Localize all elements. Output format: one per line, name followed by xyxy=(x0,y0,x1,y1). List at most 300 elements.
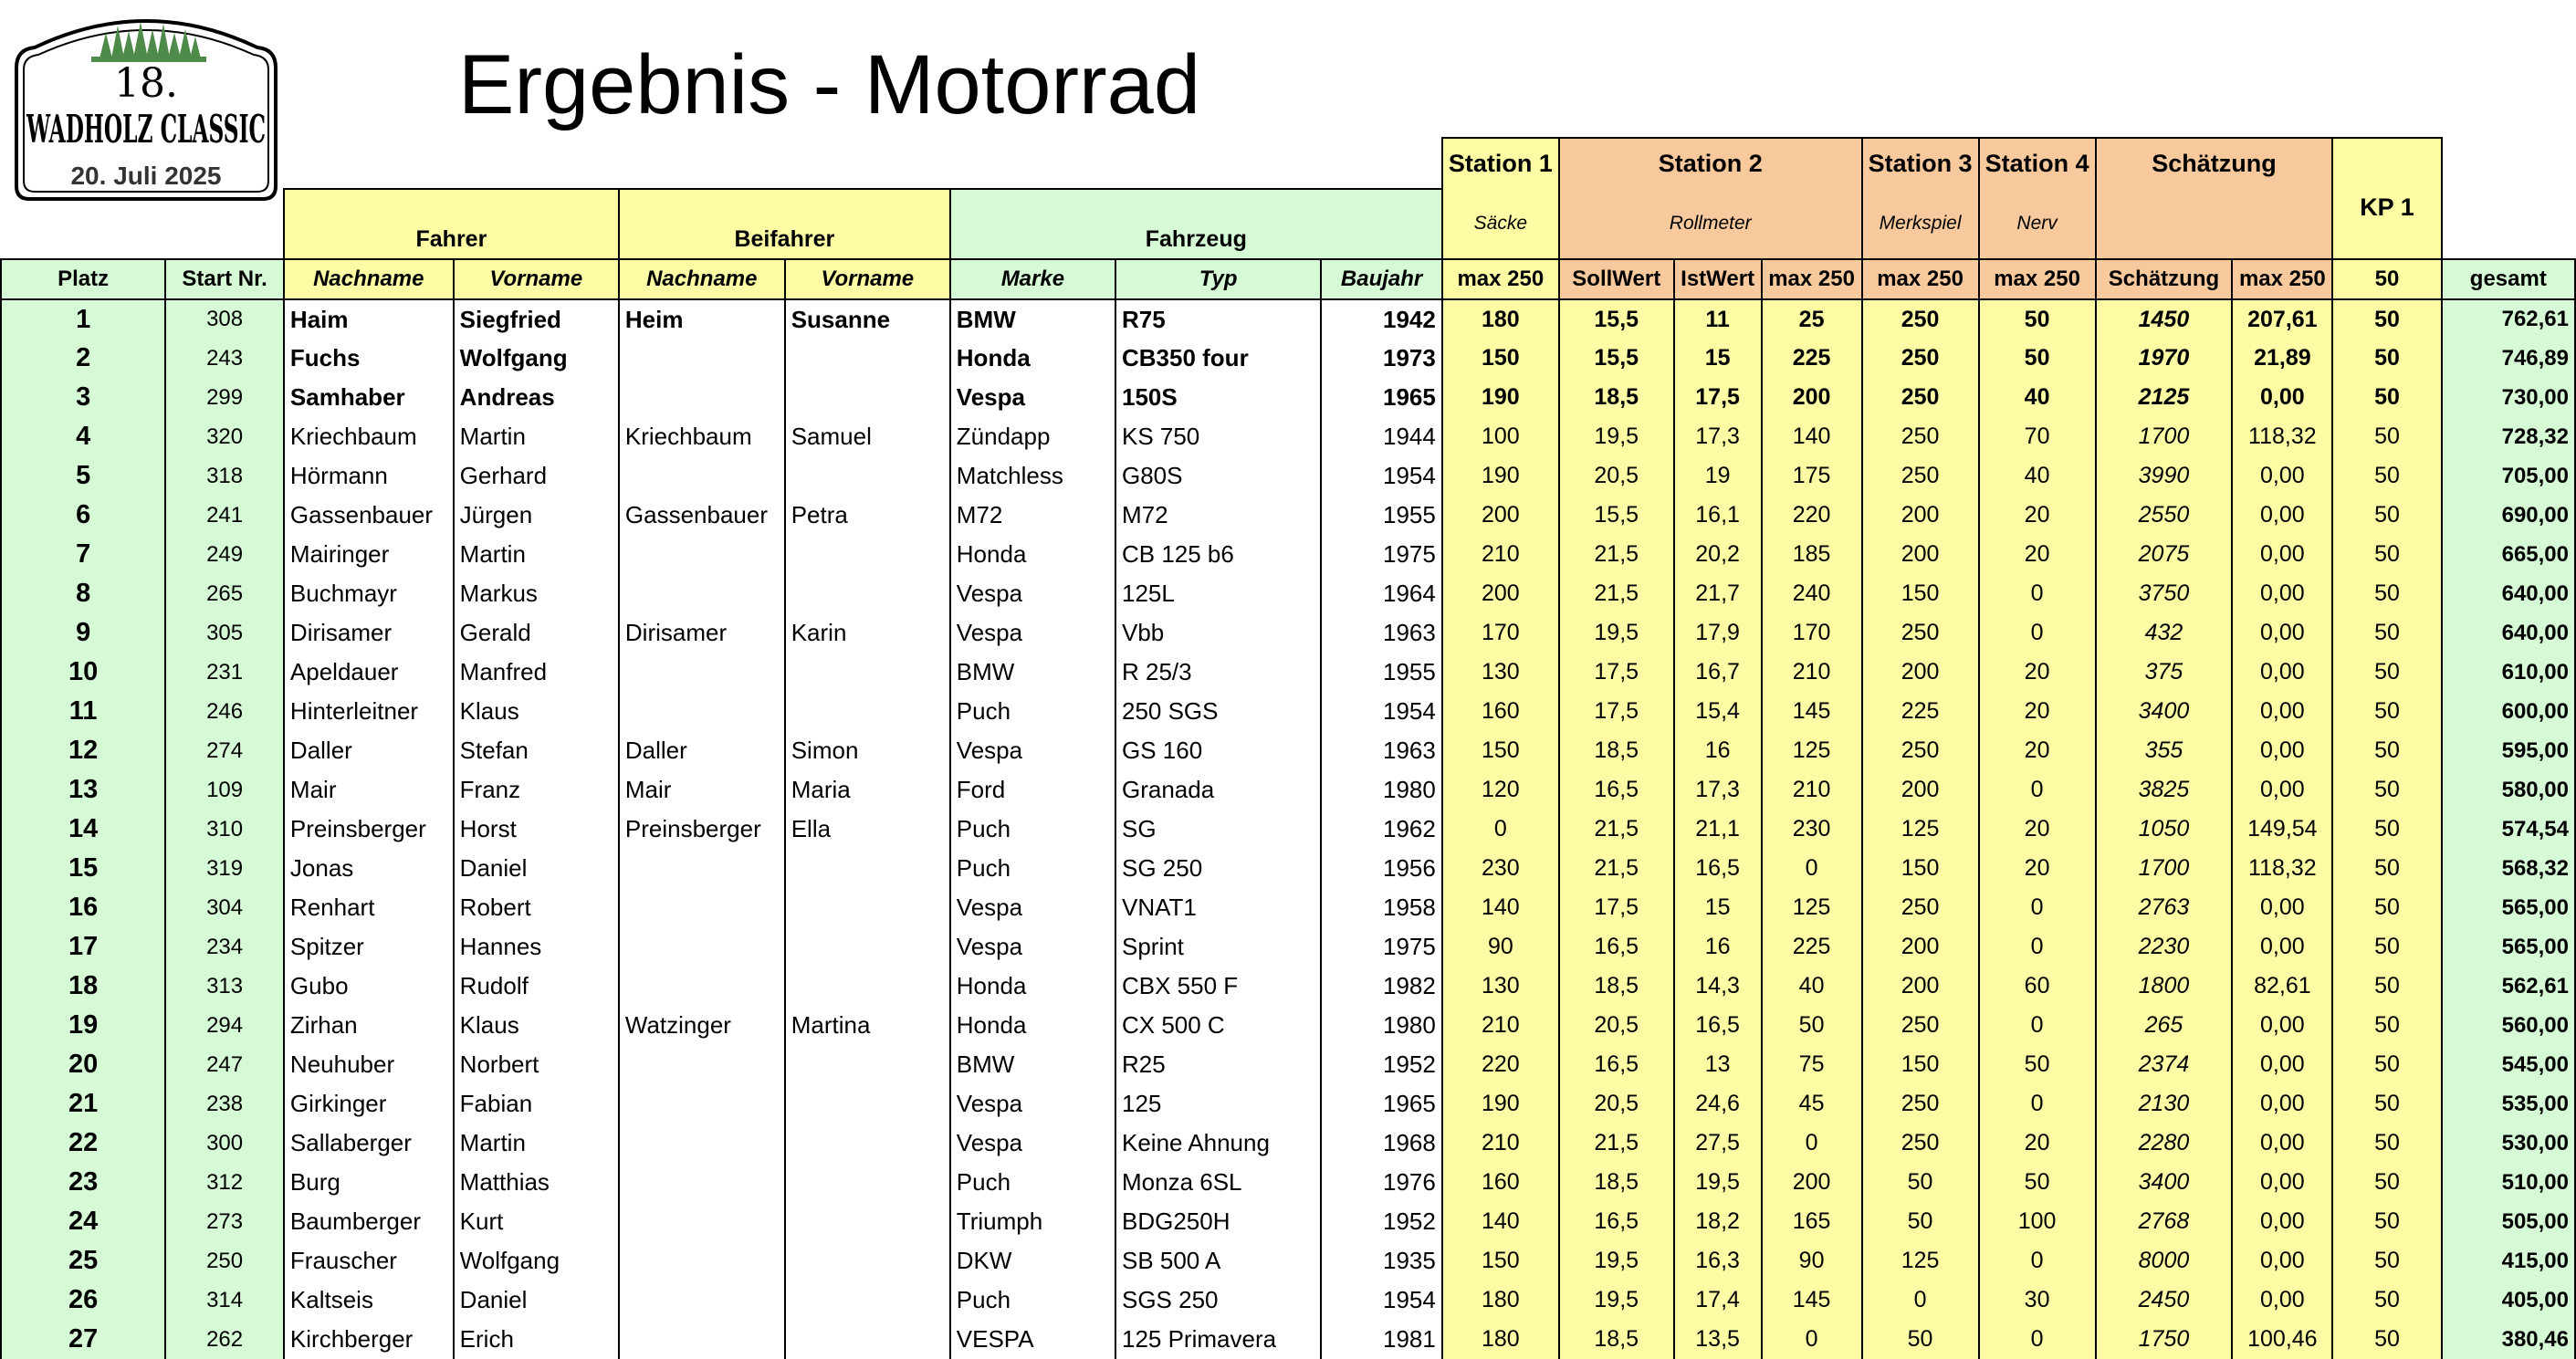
cell-station3-max: 200 xyxy=(1862,770,1979,810)
kp1-header: KP 1 xyxy=(2332,138,2441,259)
cell-platz: 6 xyxy=(1,496,165,535)
cell-station3-max: 200 xyxy=(1862,967,1979,1006)
cell-typ: VNAT1 xyxy=(1115,888,1321,927)
cell-station2-sollwert: 17,5 xyxy=(1559,653,1674,692)
page-title: Ergebnis - Motorrad xyxy=(458,38,1200,131)
cell-start-nr: 238 xyxy=(165,1084,284,1124)
table-row xyxy=(1,1045,2575,1084)
cell-start-nr: 294 xyxy=(165,1006,284,1045)
cell-schaetzung-max: 0,00 xyxy=(2232,1006,2332,1045)
cell-baujahr: 1952 xyxy=(1321,1202,1442,1241)
cell-gesamt: 640,00 xyxy=(2442,574,2575,613)
cell-beifahrer-nachname xyxy=(619,378,785,417)
cell-station4-max: 50 xyxy=(1979,339,2096,378)
cell-beifahrer-vorname xyxy=(785,535,950,574)
cell-station4-max: 60 xyxy=(1979,967,2096,1006)
cell-kp1-points: 50 xyxy=(2332,299,2441,339)
cell-schaetzung-max: 0,00 xyxy=(2232,1163,2332,1202)
cell-typ: CB 125 b6 xyxy=(1115,535,1321,574)
cell-baujahr: 1982 xyxy=(1321,967,1442,1006)
cell-station4-max: 20 xyxy=(1979,810,2096,849)
cell-station2-max: 210 xyxy=(1762,653,1862,692)
cell-fahrer-vorname: Martin xyxy=(454,417,619,456)
cell-station3-max: 200 xyxy=(1862,653,1979,692)
cell-beifahrer-vorname xyxy=(785,378,950,417)
cell-schaetzung: 2130 xyxy=(2096,1084,2233,1124)
cell-station3-max: 250 xyxy=(1862,731,1979,770)
cell-beifahrer-nachname xyxy=(619,1045,785,1084)
cell-station2-max: 140 xyxy=(1762,417,1862,456)
cell-station1-max: 160 xyxy=(1442,1163,1559,1202)
cell-platz: 22 xyxy=(1,1124,165,1163)
cell-platz: 13 xyxy=(1,770,165,810)
cell-station2-istwert: 13 xyxy=(1674,1045,1762,1084)
cell-station2-max: 210 xyxy=(1762,770,1862,810)
cell-gesamt: 762,61 xyxy=(2442,299,2575,339)
cell-gesamt: 640,00 xyxy=(2442,613,2575,653)
cell-gesamt: 610,00 xyxy=(2442,653,2575,692)
cell-station3-max: 250 xyxy=(1862,888,1979,927)
cell-beifahrer-nachname xyxy=(619,692,785,731)
cell-kp1-points: 50 xyxy=(2332,1320,2441,1359)
table-row xyxy=(1,849,2575,888)
cell-platz: 19 xyxy=(1,1006,165,1045)
cell-kp1-points: 50 xyxy=(2332,849,2441,888)
cell-beifahrer-nachname: Preinsberger xyxy=(619,810,785,849)
cell-station2-istwert: 15,4 xyxy=(1674,692,1762,731)
cell-platz: 24 xyxy=(1,1202,165,1241)
cell-kp1-points: 50 xyxy=(2332,1281,2441,1320)
col-header-schaetzung: Schätzung xyxy=(2096,259,2233,299)
cell-beifahrer-nachname: Heim xyxy=(619,299,785,339)
cell-kp1-points: 50 xyxy=(2332,927,2441,967)
cell-typ: 125 xyxy=(1115,1084,1321,1124)
cell-station2-max: 185 xyxy=(1762,535,1862,574)
cell-station1-max: 180 xyxy=(1442,1281,1559,1320)
cell-baujahr: 1942 xyxy=(1321,299,1442,339)
cell-kp1-points: 50 xyxy=(2332,535,2441,574)
col-header-gesamt: gesamt xyxy=(2442,259,2575,299)
cell-gesamt: 580,00 xyxy=(2442,770,2575,810)
cell-fahrer-nachname: Fuchs xyxy=(284,339,454,378)
cell-marke: M72 xyxy=(950,496,1115,535)
cell-typ: 125L xyxy=(1115,574,1321,613)
cell-marke: VESPA xyxy=(950,1320,1115,1359)
cell-schaetzung: 1450 xyxy=(2096,299,2233,339)
cell-typ: 125 Primavera xyxy=(1115,1320,1321,1359)
col-header-marke: Marke xyxy=(950,259,1115,299)
cell-kp1-points: 50 xyxy=(2332,339,2441,378)
cell-schaetzung-max: 0,00 xyxy=(2232,1084,2332,1124)
cell-beifahrer-nachname: Gassenbauer xyxy=(619,496,785,535)
cell-gesamt: 728,32 xyxy=(2442,417,2575,456)
svg-text:WADHOLZ CLASSIC: WADHOLZ CLASSIC xyxy=(26,107,266,152)
cell-kp1-points: 50 xyxy=(2332,417,2441,456)
cell-station2-sollwert: 15,5 xyxy=(1559,339,1674,378)
cell-station2-max: 25 xyxy=(1762,299,1862,339)
cell-station2-sollwert: 17,5 xyxy=(1559,888,1674,927)
cell-kp1-points: 50 xyxy=(2332,1241,2441,1281)
cell-marke: Vespa xyxy=(950,731,1115,770)
cell-typ: CBX 550 F xyxy=(1115,967,1321,1006)
cell-station2-max: 200 xyxy=(1762,378,1862,417)
cell-marke: Matchless xyxy=(950,456,1115,496)
cell-beifahrer-nachname xyxy=(619,1320,785,1359)
cell-station4-max: 50 xyxy=(1979,1163,2096,1202)
cell-station3-max: 250 xyxy=(1862,1084,1979,1124)
cell-typ: G80S xyxy=(1115,456,1321,496)
cell-schaetzung: 3400 xyxy=(2096,1163,2233,1202)
cell-station1-max: 190 xyxy=(1442,1084,1559,1124)
cell-schaetzung-max: 0,00 xyxy=(2232,731,2332,770)
cell-typ: 150S xyxy=(1115,378,1321,417)
cell-platz: 2 xyxy=(1,339,165,378)
cell-gesamt: 510,00 xyxy=(2442,1163,2575,1202)
cell-start-nr: 231 xyxy=(165,653,284,692)
cell-schaetzung: 3825 xyxy=(2096,770,2233,810)
cell-station1-max: 0 xyxy=(1442,810,1559,849)
cell-schaetzung: 1700 xyxy=(2096,417,2233,456)
table-row xyxy=(1,1320,2575,1359)
cell-station3-max: 0 xyxy=(1862,1281,1979,1320)
cell-station3-max: 125 xyxy=(1862,1241,1979,1281)
cell-fahrer-vorname: Erich xyxy=(454,1320,619,1359)
table-row xyxy=(1,574,2575,613)
cell-station2-istwert: 17,9 xyxy=(1674,613,1762,653)
cell-fahrer-nachname: Spitzer xyxy=(284,927,454,967)
cell-schaetzung: 8000 xyxy=(2096,1241,2233,1281)
cell-station3-max: 250 xyxy=(1862,1006,1979,1045)
col-header-start-nr: Start Nr. xyxy=(165,259,284,299)
cell-fahrer-nachname: Preinsberger xyxy=(284,810,454,849)
cell-baujahr: 1976 xyxy=(1321,1163,1442,1202)
cell-fahrer-vorname: Robert xyxy=(454,888,619,927)
cell-station4-max: 20 xyxy=(1979,1124,2096,1163)
cell-schaetzung-max: 100,46 xyxy=(2232,1320,2332,1359)
table-row xyxy=(1,770,2575,810)
cell-start-nr: 320 xyxy=(165,417,284,456)
cell-station2-istwert: 24,6 xyxy=(1674,1084,1762,1124)
cell-station2-istwert: 16,1 xyxy=(1674,496,1762,535)
cell-station1-max: 190 xyxy=(1442,378,1559,417)
cell-beifahrer-nachname: Watzinger xyxy=(619,1006,785,1045)
cell-kp1-points: 50 xyxy=(2332,1163,2441,1202)
cell-marke: Vespa xyxy=(950,1084,1115,1124)
cell-schaetzung: 265 xyxy=(2096,1006,2233,1045)
cell-station2-max: 0 xyxy=(1762,849,1862,888)
cell-typ: SGS 250 xyxy=(1115,1281,1321,1320)
cell-marke: DKW xyxy=(950,1241,1115,1281)
cell-start-nr: 109 xyxy=(165,770,284,810)
cell-start-nr: 273 xyxy=(165,1202,284,1241)
cell-schaetzung: 1970 xyxy=(2096,339,2233,378)
cell-marke: Vespa xyxy=(950,888,1115,927)
cell-marke: Ford xyxy=(950,770,1115,810)
cell-fahrer-nachname: Hinterleitner xyxy=(284,692,454,731)
cell-kp1-points: 50 xyxy=(2332,378,2441,417)
cell-typ: Vbb xyxy=(1115,613,1321,653)
table-row xyxy=(1,535,2575,574)
cell-marke: Vespa xyxy=(950,574,1115,613)
cell-fahrer-nachname: Frauscher xyxy=(284,1241,454,1281)
cell-station2-sollwert: 20,5 xyxy=(1559,456,1674,496)
col-header-station3-max: max 250 xyxy=(1862,259,1979,299)
cell-fahrer-nachname: Buchmayr xyxy=(284,574,454,613)
cell-station3-max: 250 xyxy=(1862,417,1979,456)
results-table xyxy=(0,137,2576,1359)
col-header-station2-istwert: IstWert xyxy=(1674,259,1762,299)
table-row xyxy=(1,692,2575,731)
cell-marke: BMW xyxy=(950,653,1115,692)
cell-start-nr: 305 xyxy=(165,613,284,653)
cell-beifahrer-vorname: Simon xyxy=(785,731,950,770)
cell-fahrer-nachname: Gubo xyxy=(284,967,454,1006)
cell-fahrer-nachname: Daller xyxy=(284,731,454,770)
cell-schaetzung-max: 82,61 xyxy=(2232,967,2332,1006)
cell-platz: 7 xyxy=(1,535,165,574)
cell-schaetzung-max: 0,00 xyxy=(2232,574,2332,613)
cell-fahrer-nachname: Samhaber xyxy=(284,378,454,417)
cell-schaetzung-max: 0,00 xyxy=(2232,653,2332,692)
cell-station2-sollwert: 21,5 xyxy=(1559,535,1674,574)
cell-station2-istwert: 14,3 xyxy=(1674,967,1762,1006)
cell-fahrer-vorname: Hannes xyxy=(454,927,619,967)
cell-platz: 18 xyxy=(1,967,165,1006)
cell-platz: 11 xyxy=(1,692,165,731)
cell-baujahr: 1955 xyxy=(1321,496,1442,535)
cell-beifahrer-vorname: Ella xyxy=(785,810,950,849)
cell-station2-istwert: 19,5 xyxy=(1674,1163,1762,1202)
cell-station4-max: 40 xyxy=(1979,378,2096,417)
table-row xyxy=(1,456,2575,496)
cell-typ: KS 750 xyxy=(1115,417,1321,456)
cell-station1-max: 180 xyxy=(1442,299,1559,339)
cell-gesamt: 505,00 xyxy=(2442,1202,2575,1241)
cell-baujahr: 1954 xyxy=(1321,456,1442,496)
cell-station2-istwert: 18,2 xyxy=(1674,1202,1762,1241)
cell-station2-max: 125 xyxy=(1762,888,1862,927)
cell-station2-max: 175 xyxy=(1762,456,1862,496)
cell-start-nr: 318 xyxy=(165,456,284,496)
cell-fahrer-nachname: Mair xyxy=(284,770,454,810)
cell-station2-sollwert: 21,5 xyxy=(1559,1124,1674,1163)
cell-beifahrer-vorname xyxy=(785,1045,950,1084)
cell-platz: 10 xyxy=(1,653,165,692)
cell-beifahrer-nachname xyxy=(619,967,785,1006)
cell-kp1-points: 50 xyxy=(2332,1006,2441,1045)
cell-beifahrer-vorname xyxy=(785,888,950,927)
cell-gesamt: 595,00 xyxy=(2442,731,2575,770)
cell-fahrer-vorname: Martin xyxy=(454,1124,619,1163)
cell-baujahr: 1968 xyxy=(1321,1124,1442,1163)
cell-fahrer-nachname: Kirchberger xyxy=(284,1320,454,1359)
table-row xyxy=(1,299,2575,339)
cell-fahrer-vorname: Gerhard xyxy=(454,456,619,496)
cell-station2-sollwert: 21,5 xyxy=(1559,810,1674,849)
cell-baujahr: 1964 xyxy=(1321,574,1442,613)
cell-station2-istwert: 16 xyxy=(1674,731,1762,770)
cell-station4-max: 0 xyxy=(1979,1006,2096,1045)
cell-station3-max: 250 xyxy=(1862,613,1979,653)
cell-typ: 250 SGS xyxy=(1115,692,1321,731)
cell-station3-max: 200 xyxy=(1862,927,1979,967)
cell-fahrer-vorname: Franz xyxy=(454,770,619,810)
cell-marke: Honda xyxy=(950,967,1115,1006)
cell-station1-max: 90 xyxy=(1442,927,1559,967)
cell-baujahr: 1952 xyxy=(1321,1045,1442,1084)
cell-station2-istwert: 17,3 xyxy=(1674,417,1762,456)
cell-fahrer-vorname: Siegfried xyxy=(454,299,619,339)
cell-station4-max: 0 xyxy=(1979,927,2096,967)
cell-start-nr: 299 xyxy=(165,378,284,417)
cell-fahrer-vorname: Gerald xyxy=(454,613,619,653)
cell-station1-max: 200 xyxy=(1442,496,1559,535)
station2-header: Station 2 xyxy=(1559,138,1862,189)
cell-beifahrer-vorname xyxy=(785,1241,950,1281)
cell-beifahrer-vorname xyxy=(785,927,950,967)
cell-beifahrer-vorname xyxy=(785,653,950,692)
col-header-platz: Platz xyxy=(1,259,165,299)
cell-gesamt: 705,00 xyxy=(2442,456,2575,496)
cell-station1-max: 150 xyxy=(1442,339,1559,378)
table-row xyxy=(1,339,2575,378)
cell-gesamt: 730,00 xyxy=(2442,378,2575,417)
col-header-fahrer-vorname: Vorname xyxy=(454,259,619,299)
cell-station2-sollwert: 19,5 xyxy=(1559,417,1674,456)
cell-schaetzung: 1050 xyxy=(2096,810,2233,849)
cell-station1-max: 160 xyxy=(1442,692,1559,731)
cell-station2-max: 90 xyxy=(1762,1241,1862,1281)
cell-station4-max: 50 xyxy=(1979,1045,2096,1084)
cell-station4-max: 0 xyxy=(1979,1241,2096,1281)
cell-station3-max: 50 xyxy=(1862,1320,1979,1359)
cell-gesamt: 560,00 xyxy=(2442,1006,2575,1045)
cell-station1-max: 130 xyxy=(1442,653,1559,692)
cell-baujahr: 1944 xyxy=(1321,417,1442,456)
cell-baujahr: 1958 xyxy=(1321,888,1442,927)
cell-gesamt: 562,61 xyxy=(2442,967,2575,1006)
cell-start-nr: 246 xyxy=(165,692,284,731)
cell-fahrer-vorname: Andreas xyxy=(454,378,619,417)
cell-schaetzung: 2230 xyxy=(2096,927,2233,967)
cell-platz: 23 xyxy=(1,1163,165,1202)
cell-gesamt: 665,00 xyxy=(2442,535,2575,574)
cell-station1-max: 130 xyxy=(1442,967,1559,1006)
cell-schaetzung-max: 149,54 xyxy=(2232,810,2332,849)
cell-station3-max: 200 xyxy=(1862,535,1979,574)
cell-marke: Puch xyxy=(950,849,1115,888)
cell-marke: BMW xyxy=(950,1045,1115,1084)
cell-station2-max: 240 xyxy=(1762,574,1862,613)
cell-typ: SG xyxy=(1115,810,1321,849)
cell-fahrer-vorname: Klaus xyxy=(454,692,619,731)
cell-station2-sollwert: 19,5 xyxy=(1559,613,1674,653)
cell-schaetzung-max: 0,00 xyxy=(2232,927,2332,967)
cell-station1-max: 120 xyxy=(1442,770,1559,810)
cell-fahrer-nachname: Zirhan xyxy=(284,1006,454,1045)
cell-station3-max: 150 xyxy=(1862,574,1979,613)
cell-fahrer-vorname: Daniel xyxy=(454,1281,619,1320)
cell-beifahrer-vorname: Martina xyxy=(785,1006,950,1045)
cell-station2-sollwert: 18,5 xyxy=(1559,1163,1674,1202)
cell-beifahrer-nachname xyxy=(619,1124,785,1163)
cell-platz: 9 xyxy=(1,613,165,653)
cell-beifahrer-vorname: Samuel xyxy=(785,417,950,456)
cell-station1-max: 140 xyxy=(1442,1202,1559,1241)
table-row xyxy=(1,378,2575,417)
cell-baujahr: 1965 xyxy=(1321,1084,1442,1124)
cell-station2-sollwert: 15,5 xyxy=(1559,299,1674,339)
cell-baujahr: 1973 xyxy=(1321,339,1442,378)
table-row xyxy=(1,1163,2575,1202)
fahrzeug-header: Fahrzeug xyxy=(950,189,1442,259)
cell-station2-max: 225 xyxy=(1762,927,1862,967)
cell-baujahr: 1954 xyxy=(1321,692,1442,731)
cell-platz: 14 xyxy=(1,810,165,849)
cell-schaetzung-max: 21,89 xyxy=(2232,339,2332,378)
cell-station2-max: 145 xyxy=(1762,1281,1862,1320)
col-header-kp1-points: 50 xyxy=(2332,259,2441,299)
cell-schaetzung: 1800 xyxy=(2096,967,2233,1006)
cell-station1-max: 210 xyxy=(1442,1124,1559,1163)
cell-station4-max: 20 xyxy=(1979,692,2096,731)
cell-station2-istwert: 20,2 xyxy=(1674,535,1762,574)
table-row xyxy=(1,967,2575,1006)
cell-station4-max: 50 xyxy=(1979,299,2096,339)
cell-start-nr: 314 xyxy=(165,1281,284,1320)
cell-gesamt: 545,00 xyxy=(2442,1045,2575,1084)
cell-typ: BDG250H xyxy=(1115,1202,1321,1241)
cell-station2-sollwert: 16,5 xyxy=(1559,770,1674,810)
cell-station2-max: 40 xyxy=(1762,967,1862,1006)
cell-station2-istwert: 27,5 xyxy=(1674,1124,1762,1163)
cell-schaetzung: 1700 xyxy=(2096,849,2233,888)
cell-gesamt: 405,00 xyxy=(2442,1281,2575,1320)
cell-station1-max: 230 xyxy=(1442,849,1559,888)
cell-marke: Vespa xyxy=(950,1124,1115,1163)
cell-marke: Honda xyxy=(950,1006,1115,1045)
cell-schaetzung-max: 207,61 xyxy=(2232,299,2332,339)
cell-station2-sollwert: 20,5 xyxy=(1559,1006,1674,1045)
cell-station4-max: 20 xyxy=(1979,849,2096,888)
cell-station2-max: 0 xyxy=(1762,1124,1862,1163)
col-header-station4-max: max 250 xyxy=(1979,259,2096,299)
col-header-station2-max: max 250 xyxy=(1762,259,1862,299)
table-row xyxy=(1,1084,2575,1124)
cell-station4-max: 0 xyxy=(1979,1084,2096,1124)
cell-fahrer-vorname: Horst xyxy=(454,810,619,849)
cell-fahrer-nachname: Sallaberger xyxy=(284,1124,454,1163)
cell-station4-max: 20 xyxy=(1979,731,2096,770)
fahrer-header: Fahrer xyxy=(284,189,619,259)
cell-start-nr: 304 xyxy=(165,888,284,927)
cell-start-nr: 319 xyxy=(165,849,284,888)
cell-schaetzung-max: 0,00 xyxy=(2232,535,2332,574)
cell-platz: 26 xyxy=(1,1281,165,1320)
cell-beifahrer-nachname: Kriechbaum xyxy=(619,417,785,456)
cell-station2-istwert: 16 xyxy=(1674,927,1762,967)
table-row xyxy=(1,653,2575,692)
cell-schaetzung-max: 0,00 xyxy=(2232,692,2332,731)
svg-text:18.: 18. xyxy=(114,60,178,107)
cell-schaetzung-max: 0,00 xyxy=(2232,770,2332,810)
cell-platz: 16 xyxy=(1,888,165,927)
cell-beifahrer-vorname xyxy=(785,1320,950,1359)
cell-beifahrer-vorname: Petra xyxy=(785,496,950,535)
cell-schaetzung: 355 xyxy=(2096,731,2233,770)
cell-schaetzung: 2280 xyxy=(2096,1124,2233,1163)
cell-baujahr: 1954 xyxy=(1321,1281,1442,1320)
